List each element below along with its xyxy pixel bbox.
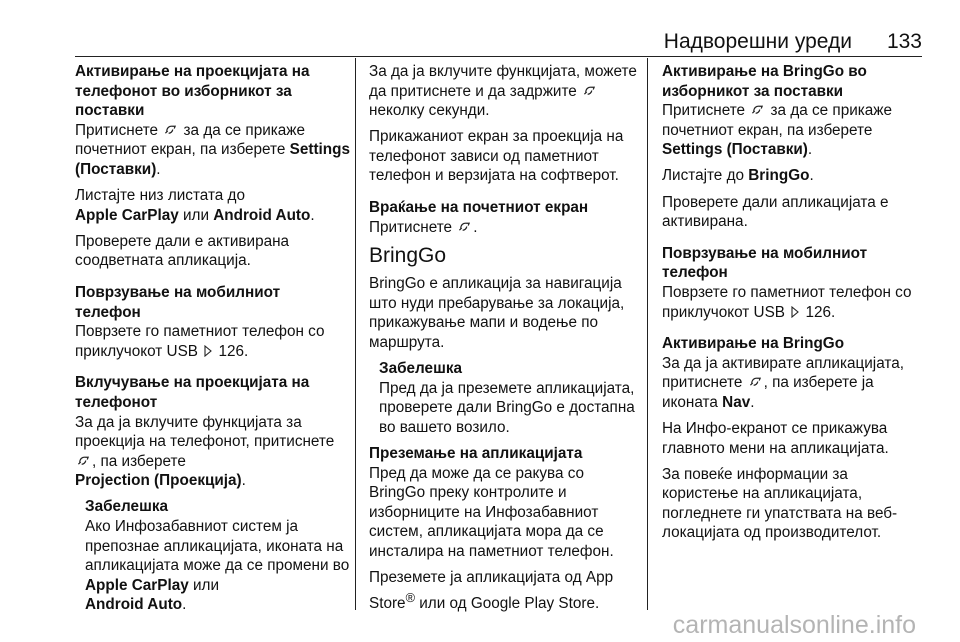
page-reference: 126. <box>805 303 836 321</box>
text: За да ја вклучите функцијата за проекција на телефонот, притиснете <box>75 413 335 451</box>
home-icon <box>749 375 762 388</box>
text: за да се прикаже почетниот екран, па изберете <box>75 121 306 159</box>
menu-label: Apple CarPlay <box>85 576 189 594</box>
page-reference-arrow-icon <box>791 306 799 318</box>
section-title: BringGo <box>369 243 447 267</box>
home-icon <box>751 103 764 116</box>
column-divider <box>355 58 356 610</box>
heading: Поврзување на мобилниот телефон <box>662 244 868 282</box>
heading: Активирање на проекцијата на телефонот во изборникот за поставки <box>75 63 310 120</box>
note-title: Забелешка <box>379 360 462 378</box>
text: . <box>473 218 478 236</box>
text: неколку секунди. <box>369 102 490 120</box>
paragraph <box>75 186 350 225</box>
text: за да се прикаже почетниот екран, па изберете <box>662 102 893 139</box>
header-rule <box>75 56 922 57</box>
column-3 <box>662 62 924 550</box>
paragraph: Проверете дали апликацијата е активирана. <box>662 193 889 231</box>
text: Притиснете <box>369 218 453 236</box>
text: За да ја активирате апликацијата, притиснете <box>662 354 904 392</box>
text: . <box>809 167 814 185</box>
paragraph <box>369 218 641 238</box>
paragraph <box>662 283 924 322</box>
registered-mark: ® <box>405 589 415 605</box>
paragraph: BringGo е апликација за навигација што нуди пребарување за локација, прикажување мапи и водење по маршрута. <box>369 275 625 352</box>
home-icon <box>458 220 471 233</box>
paragraph: За повеќе информации за користење на апликацијата, погледнете ги упатствата на веб-локацијата од производителот. <box>662 465 898 542</box>
paragraph <box>75 413 350 491</box>
menu-label: Nav <box>722 393 751 411</box>
text: . <box>310 206 315 224</box>
note-text: Пред да ја преземете апликацијата, проверете дали BringGo е достапна во вашето возило. <box>379 379 635 436</box>
text: , па изберете ја иконата <box>662 374 874 411</box>
text: . <box>807 141 813 159</box>
paragraph: Пред да може да се ракува со BringGo преку контролите и изборниците на Инфозабавниот систем, апликацијата мора да се инсталира на паметниот телефон. <box>369 464 614 560</box>
paragraph <box>662 354 924 413</box>
page-reference-arrow-icon <box>204 345 212 357</box>
text: . <box>156 160 161 178</box>
menu-label: Android Auto <box>213 206 311 224</box>
heading: Поврзување на мобилниот телефон <box>75 283 281 321</box>
text: Поврзете го паметниот телефон со приклучокот USB <box>75 323 325 360</box>
heading: Активирање на BringGo <box>662 335 845 353</box>
text: Поврзете го паметниот телефон со приклучокот USB <box>662 283 912 321</box>
page-number: 133 <box>886 30 922 53</box>
watermark: carmanualsonline.info <box>672 611 916 639</box>
heading: Преземање на апликацијата <box>369 445 583 462</box>
paragraph <box>75 121 350 180</box>
paragraph <box>369 62 641 121</box>
text: Листајте до <box>662 167 744 185</box>
note-text <box>85 517 350 615</box>
menu-label: Apple CarPlay <box>75 206 179 224</box>
column-divider <box>647 58 648 610</box>
text: Ако Инфозабавниот систем ја препознае апликацијата, иконата на апликацијата може да се промени во <box>85 517 350 575</box>
paragraph <box>662 166 924 186</box>
column-2 <box>369 62 641 620</box>
home-icon <box>77 454 90 467</box>
text: . <box>182 596 187 614</box>
chapter-title: Надворешни уреди <box>663 30 852 53</box>
heading: Враќање на почетниот екран <box>369 199 589 217</box>
menu-label: Projection (Проекција) <box>75 472 242 490</box>
heading: Активирање на BringGo во изборникот за поставки <box>662 63 867 100</box>
home-icon <box>164 123 177 136</box>
text: или <box>192 576 219 594</box>
text: . <box>750 393 755 411</box>
menu-label: Settings (Поставки) <box>75 141 350 178</box>
paragraph <box>75 322 350 361</box>
text: Преземете ја апликацијата од App Store <box>369 569 614 612</box>
home-icon <box>583 84 596 97</box>
paragraph <box>369 568 641 613</box>
menu-label: Settings (Поставки) <box>662 141 808 159</box>
paragraph <box>662 101 924 160</box>
text: . <box>241 472 246 490</box>
text: За да ја вклучите функцијата, можете да притиснете и да задржите <box>369 63 637 100</box>
menu-label: BringGo <box>748 167 810 185</box>
text: Притиснете <box>662 102 746 120</box>
note-box <box>379 359 641 437</box>
paragraph: Проверете дали е активирана соодветната апликација. <box>75 232 290 270</box>
text: Листајте низ листата до <box>75 187 245 205</box>
note-title: Забелешка <box>85 498 168 516</box>
paragraph: Прикажаниот екран за проекција на телефонот зависи од паметниот телефон и верзијата на софтверот. <box>369 128 624 185</box>
text: или од Google Play Store. <box>419 594 600 612</box>
page-header <box>0 0 960 54</box>
note-box <box>85 497 350 615</box>
text: Притиснете <box>75 121 159 139</box>
heading: Вклучување на проекцијата на телефонот <box>75 374 310 411</box>
text: или <box>182 206 209 224</box>
text: , па изберете <box>92 452 186 470</box>
paragraph: На Инфо-екранот се прикажува главното мени на апликацијата. <box>662 420 889 457</box>
page-reference: 126. <box>218 342 249 360</box>
menu-label: Android Auto <box>85 596 183 614</box>
column-1 <box>75 62 350 621</box>
